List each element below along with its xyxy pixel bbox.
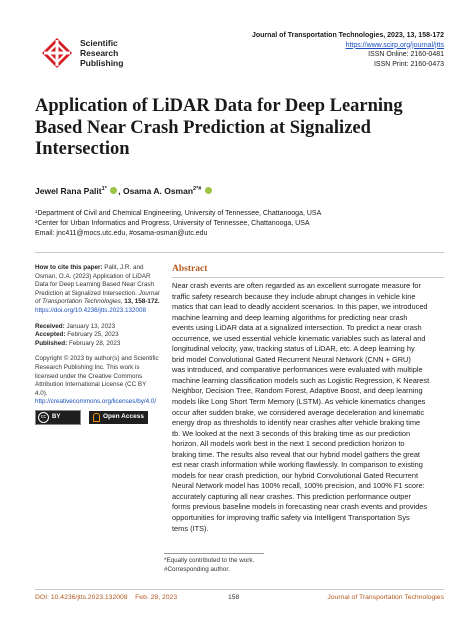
cite-volume: 13, 158-172. <box>124 298 160 306</box>
abstract-line: occurrence, we used essential vehicle kinematic variables such as lateral and <box>172 333 426 343</box>
abstract-line: braking time. The results also reveal that our hybrid model gathers the great <box>172 449 420 459</box>
abstract-line: est near crash information while working flawlessly. In comparison to existing <box>172 460 423 470</box>
cite-doi-link[interactable]: https://doi.org/10.4236/jtts.2023.132008 <box>35 306 146 314</box>
article-dates <box>35 323 160 349</box>
abstract-line: traffic safety research because they include abrupt changes in vehicle kine <box>172 291 416 301</box>
abstract-heading: Abstract <box>172 264 208 274</box>
footnote-equal-contribution: *Equally contributed to the work. <box>164 557 255 564</box>
abstract-line: occur after sudden brake, we considered average deceleration and kinematic <box>172 407 425 417</box>
title-line-3: Intersection <box>35 139 130 159</box>
copyright-text: Copyright © 2023 by author(s) and Scientific Research Publishing Inc. This work is licensed under the Creative Commons Attribution International License (CC BY 4.0). <box>35 355 159 397</box>
journal-url-link[interactable]: https://www.scirp.org/journal/jtts <box>345 41 444 49</box>
author-name: Osama A. Osman <box>122 186 194 196</box>
how-to-cite <box>35 264 160 316</box>
orcid-icon[interactable] <box>110 187 117 194</box>
abstract-line: tems (ITS). <box>172 523 209 533</box>
abstract-line: models for near crash prediction, our hybrid Convolutional Gated Recurrent <box>172 470 419 480</box>
abstract-line: accurately capturing all near crashes. This prediction performance outper <box>172 491 411 501</box>
copyright-notice <box>35 355 160 425</box>
received-label: Received: <box>35 322 65 330</box>
paper-title <box>35 96 445 161</box>
open-access-label: Open Access <box>103 413 144 421</box>
open-access-badge <box>89 411 148 424</box>
abstract-line: horizon. All models work best in the next 1 second prediction horizon to <box>172 439 405 449</box>
abstract-line: forms previous baseline models in forecasting near crash events and provides <box>172 502 428 512</box>
footnotes <box>164 557 254 574</box>
abstract-line: longitudinal velocity, yaw, tracking status of LiDAR, etc. A deep learning hy <box>172 344 415 354</box>
abstract-line: opportunities for improving traffic safety via Intelligent Transportation Sys <box>172 513 410 523</box>
author-name: Jewel Rana Palit <box>35 186 102 196</box>
footnote-divider <box>164 553 264 554</box>
page-number: 158 <box>228 594 240 601</box>
abstract-line: machine learning classification models such as Logistic Regression, K Nearest <box>172 375 430 385</box>
author-list <box>35 186 213 196</box>
cc-by-badge[interactable] <box>35 410 81 425</box>
open-access-lock-icon <box>93 413 100 422</box>
received-date: January 13, 2023 <box>66 322 116 330</box>
publisher-name-line1: Scientific <box>80 38 118 48</box>
publisher-name-line2: Research <box>80 48 119 58</box>
cc-by-label: BY <box>52 414 61 421</box>
abstract-line: matics that can lead to deadly accident scenarios. In this paper, we introduced <box>172 302 428 312</box>
abstract-line: machine learning and deep learning algorithms for predicting near crash <box>172 312 408 322</box>
article-sidebar <box>35 264 160 432</box>
abstract-line: Neighbor, Decision Tree, Random Forest, Adaptive Boost, and deep learning <box>172 386 423 396</box>
footer-divider <box>35 589 444 590</box>
author-email: Email: jnc411@mocs.utc.edu, #osama-osman@utc.edu <box>35 230 208 237</box>
issn-online: ISSN Online: 2160-0481 <box>368 51 444 58</box>
abstract-line: Neural Network model has 100% recall, 100% precision, and 100% F1 score: <box>172 481 425 491</box>
journal-info <box>252 31 444 69</box>
abstract-body <box>172 281 444 534</box>
abstract-line: Near crash events are often regarded as an excellent surrogate measure for <box>172 281 421 290</box>
accepted-date: February 25, 2023 <box>67 331 119 339</box>
cite-journal: Journal of Transportation Technologies, <box>35 289 160 306</box>
published-label: Published: <box>35 339 68 347</box>
orcid-icon[interactable] <box>205 187 212 194</box>
journal-citation: Journal of Transportation Technologies, 2023, 13, 158-172 <box>251 32 444 39</box>
published-date: February 28, 2023 <box>68 339 121 347</box>
license-link[interactable]: http://creativecommons.org/licenses/by/4.0/ <box>35 398 157 406</box>
abstract-line: brid model Convolutional Gated Recurrent Neural Network (CNN + GRU) <box>172 354 411 364</box>
abstract-line: events using LiDAR data at a signalized intersection. To predict a near crash <box>172 323 422 333</box>
cite-label: How to cite this paper: <box>35 264 103 271</box>
header-divider <box>35 252 444 253</box>
title-line-1: Application of LiDAR Data for Deep Learning <box>35 96 403 116</box>
abstract-line: energy drop as thresholds to identify near crashes after vehicle braking time <box>172 418 421 428</box>
abstract-line: was introduced, and comparative performances were evaluated with multiple <box>172 365 423 375</box>
cite-text: Palit, J.R. and Osman, O.A. (2023) Application of LiDAR Data for Deep Learning Based Near Crash Prediction at Signalized Intersection. <box>35 264 155 297</box>
affiliation-1: ¹Department of Civil and Chemical Engineering, University of Tennessee, Chattanooga, USA <box>35 210 322 217</box>
abstract-divider <box>172 277 444 278</box>
affiliations <box>35 209 321 239</box>
abstract-line: tb. We looked at the next 3 seconds of this braking time as our prediction <box>172 428 411 438</box>
footer-journal: Journal of Transportation Technologies <box>327 594 444 601</box>
title-line-2: Based Near Crash Prediction at Signalized <box>35 117 371 138</box>
scirp-logo-icon <box>42 38 72 68</box>
author-affiliation-marker: 2*# <box>193 186 202 192</box>
creative-commons-icon: cc <box>38 412 49 423</box>
publisher-name-line3: Publishing <box>80 58 124 68</box>
affiliation-2: ²Center for Urban Informatics and Progress, University of Tennessee, Chattanooga, USA <box>35 220 310 227</box>
footnote-corresponding-author: #Corresponding author. <box>164 565 230 573</box>
footer-doi: DOI: 10.4236/jtts.2023.132008 <box>35 594 128 601</box>
issn-print: ISSN Print: 2160-0473 <box>373 60 444 68</box>
author-affiliation-marker: 1* <box>101 186 107 192</box>
footer-date: Feb. 28, 2023 <box>135 594 178 601</box>
footer-doi-date <box>35 594 177 601</box>
accepted-label: Accepted: <box>35 331 66 339</box>
abstract-line: models like Long Short Term Memory (LSTM). As vehicle kinematics changes <box>172 397 426 407</box>
author-separator: , <box>118 186 121 196</box>
publisher-logo <box>28 30 158 76</box>
